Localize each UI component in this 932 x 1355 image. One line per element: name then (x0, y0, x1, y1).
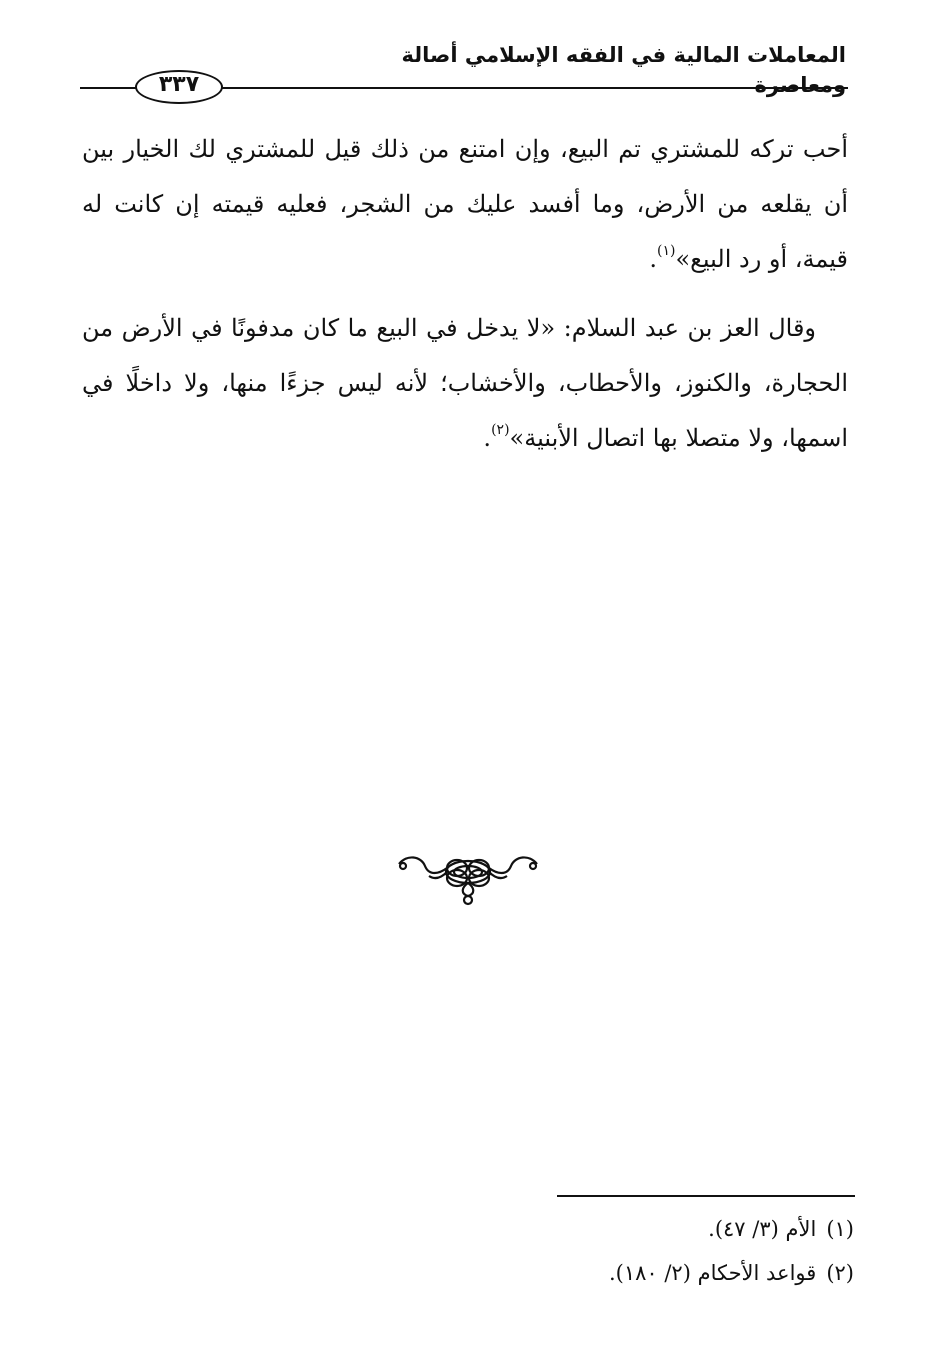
paragraph-2 (82, 301, 848, 466)
paragraph-2-end: . (483, 424, 492, 452)
footnote-2 (154, 1251, 854, 1295)
footnotes (154, 1207, 854, 1295)
paragraph-1-end: . (649, 245, 657, 273)
paragraph-1 (82, 122, 848, 287)
paragraph-1-text: أحب تركه للمشتري تم البيع، وإن امتنع من ذلك قيل للمشتري لك الخيار بين أن يقلعه من الأرض، وما أفسد عليك من الشجر، فعليه قيمته إن كانت له قيمة، أو رد البيع» (82, 135, 848, 273)
paragraph-2-text: وقال العز بن عبد السلام: «لا يدخل في البيع ما كان مدفونًا في الأرض من الحجارة، والكنوز، والأحطاب، والأخشاب؛ لأنه ليس جزءًا منها، ولا داخلًا في اسمها، ولا متصلا بها اتصال الأبنية» (82, 314, 848, 452)
footnote-ref-2[interactable]: (٢) (491, 422, 510, 438)
footnote-1 (154, 1207, 854, 1251)
page-number: ٣٣٧ (158, 72, 200, 97)
main-text (82, 122, 848, 480)
footnote-2-text: قواعد الأحكام (٢/ ١٨٠). (608, 1261, 817, 1285)
running-header-title: المعاملات المالية في الفقه الإسلامي أصالة ومعاصرة (401, 43, 846, 97)
footnote-1-text: الأم (٣/ ٤٧). (708, 1217, 817, 1241)
footnote-1-number: (١) (826, 1217, 854, 1241)
footnote-ref-1[interactable]: (١) (656, 243, 676, 259)
footnote-2-number: (٢) (826, 1261, 854, 1285)
footnote-rule (557, 1195, 855, 1197)
decorative-knot-ornament-icon (395, 848, 541, 908)
